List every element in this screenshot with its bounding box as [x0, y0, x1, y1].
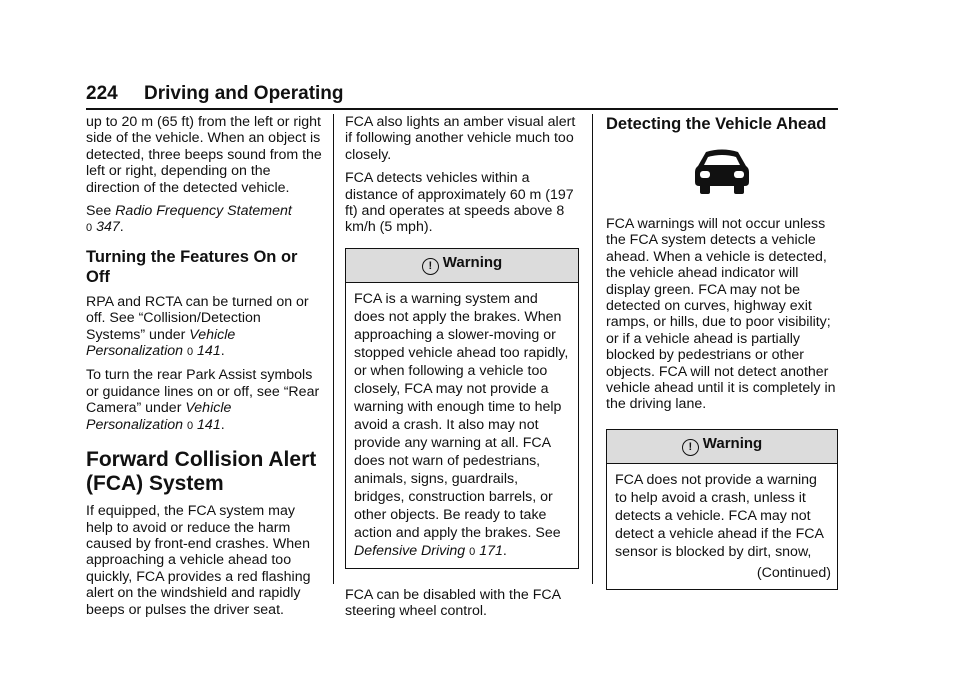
rpa-detection-paragraph: up to 20 m (65 ft) from the left or right side of the vehicle. When an object is detected, three beeps sound from the left or right, depending on the direction of the detected vehicle.	[86, 114, 322, 196]
warning-text-2: FCA does not provide a warning to help avoid a crash, unless it detects a vehicle. FCA may not detect a vehicle ahead if the FCA sensor is blocked by dirt, snow,	[615, 471, 824, 560]
radio-frequency-link[interactable]: Radio Frequency Statement	[115, 203, 292, 220]
turn-on-off-paragraph: RPA and RCTA can be turned on or off. See “Collision/Detection Systems” under Vehicle Personalization 0 141.	[86, 293, 309, 360]
page-number: 224	[86, 83, 118, 104]
warning-icon: !	[682, 439, 699, 456]
fca-intro-paragraph: If equipped, the FCA system may help to avoid or reduce the harm caused by front-end crashes. When approaching a vehicle ahead too quickly, FCA provides a red flashing alert on the windshield and rapidly beeps or pulses the driver seat.	[86, 503, 311, 618]
column-1	[86, 114, 322, 625]
warning-box-1	[345, 248, 579, 569]
page-ref-347[interactable]: 347	[96, 219, 120, 236]
warning-box-2	[606, 429, 838, 590]
header-text	[86, 83, 838, 105]
amber-alert-paragraph: FCA also lights an amber visual alert if following another vehicle much too closely.	[345, 114, 576, 163]
column-divider-1	[333, 114, 334, 584]
page-ref-141-a[interactable]: 141	[197, 343, 221, 360]
fca-detection-paragraph: FCA warnings will not occur unless the FCA system detects a vehicle ahead. When a vehicle is detected, the vehicle ahead indicator will display green. FCA may not be detected on curves, highway exit ramps, or hills, due to poor visibility; or if a vehicle ahead is partially blocked by pedestrians or other objects. FCA will not detect another vehicle ahead until it is completely in the driving lane.	[606, 216, 836, 413]
radio-frequency-paragraph: See Radio Frequency Statement 0 347.	[86, 203, 292, 236]
park-assist-paragraph: To turn the rear Park Assist symbols or guidance lines on or off, see “Rear Camera” under Vehicle Personalization 0 141.	[86, 367, 320, 433]
warning-body-1: FCA is a warning system and does not apply the brakes. When approaching a slower-moving or stopped vehicle ahead too rapidly, or when following a vehicle too closely, FCA may not provide a warning with enough time to help avoid a crash. It also may not provide any warning at all. FCA does not warn of pedestrians, animals, signs, guardrails, bridges, construction barrels, or other objects. Be ready to take action and apply the brakes. See Defensive Driving 0 171.	[354, 290, 569, 559]
vehicle-personalization-link-1[interactable]: Vehicle Personalization	[86, 326, 236, 360]
warning-icon: !	[422, 258, 439, 275]
page-ref-141-b[interactable]: 141	[197, 416, 221, 433]
heading-fca-system: Forward Collision Alert (FCA) System	[86, 448, 317, 496]
heading-turning-features: Turning the Features On or Off	[86, 247, 298, 286]
fca-disable-paragraph: FCA can be disabled with the FCA steering wheel control.	[345, 586, 561, 620]
warning-header-1	[346, 249, 578, 283]
column-divider-2	[592, 114, 593, 584]
warning-header-2	[607, 430, 837, 464]
warning-body-2	[607, 464, 837, 589]
section-title: Driving and Operating	[144, 83, 344, 104]
defensive-driving-link[interactable]: Defensive Driving	[354, 542, 466, 559]
page-header	[86, 83, 838, 105]
continued-label: (Continued)	[756, 564, 831, 581]
column-3	[606, 114, 838, 590]
heading-detecting-vehicle: Detecting the Vehicle Ahead	[606, 115, 827, 133]
vehicle-personalization-link-2[interactable]: Vehicle Personalization	[86, 400, 232, 433]
warning-title-2: Warning	[702, 434, 763, 452]
page-ref-171[interactable]: 171	[479, 542, 503, 559]
header-rule	[86, 108, 838, 110]
column-2	[345, 114, 579, 627]
vehicle-ahead-icon	[694, 148, 750, 196]
detection-distance-paragraph: FCA detects vehicles within a distance of approximately 60 m (197 ft) and operates at speeds above 8 km/h (5 mph).	[345, 170, 574, 236]
warning-title-1: Warning	[442, 253, 503, 271]
page-ref-symbol: 0	[86, 222, 93, 235]
vehicle-ahead-icon-wrap	[606, 148, 838, 196]
